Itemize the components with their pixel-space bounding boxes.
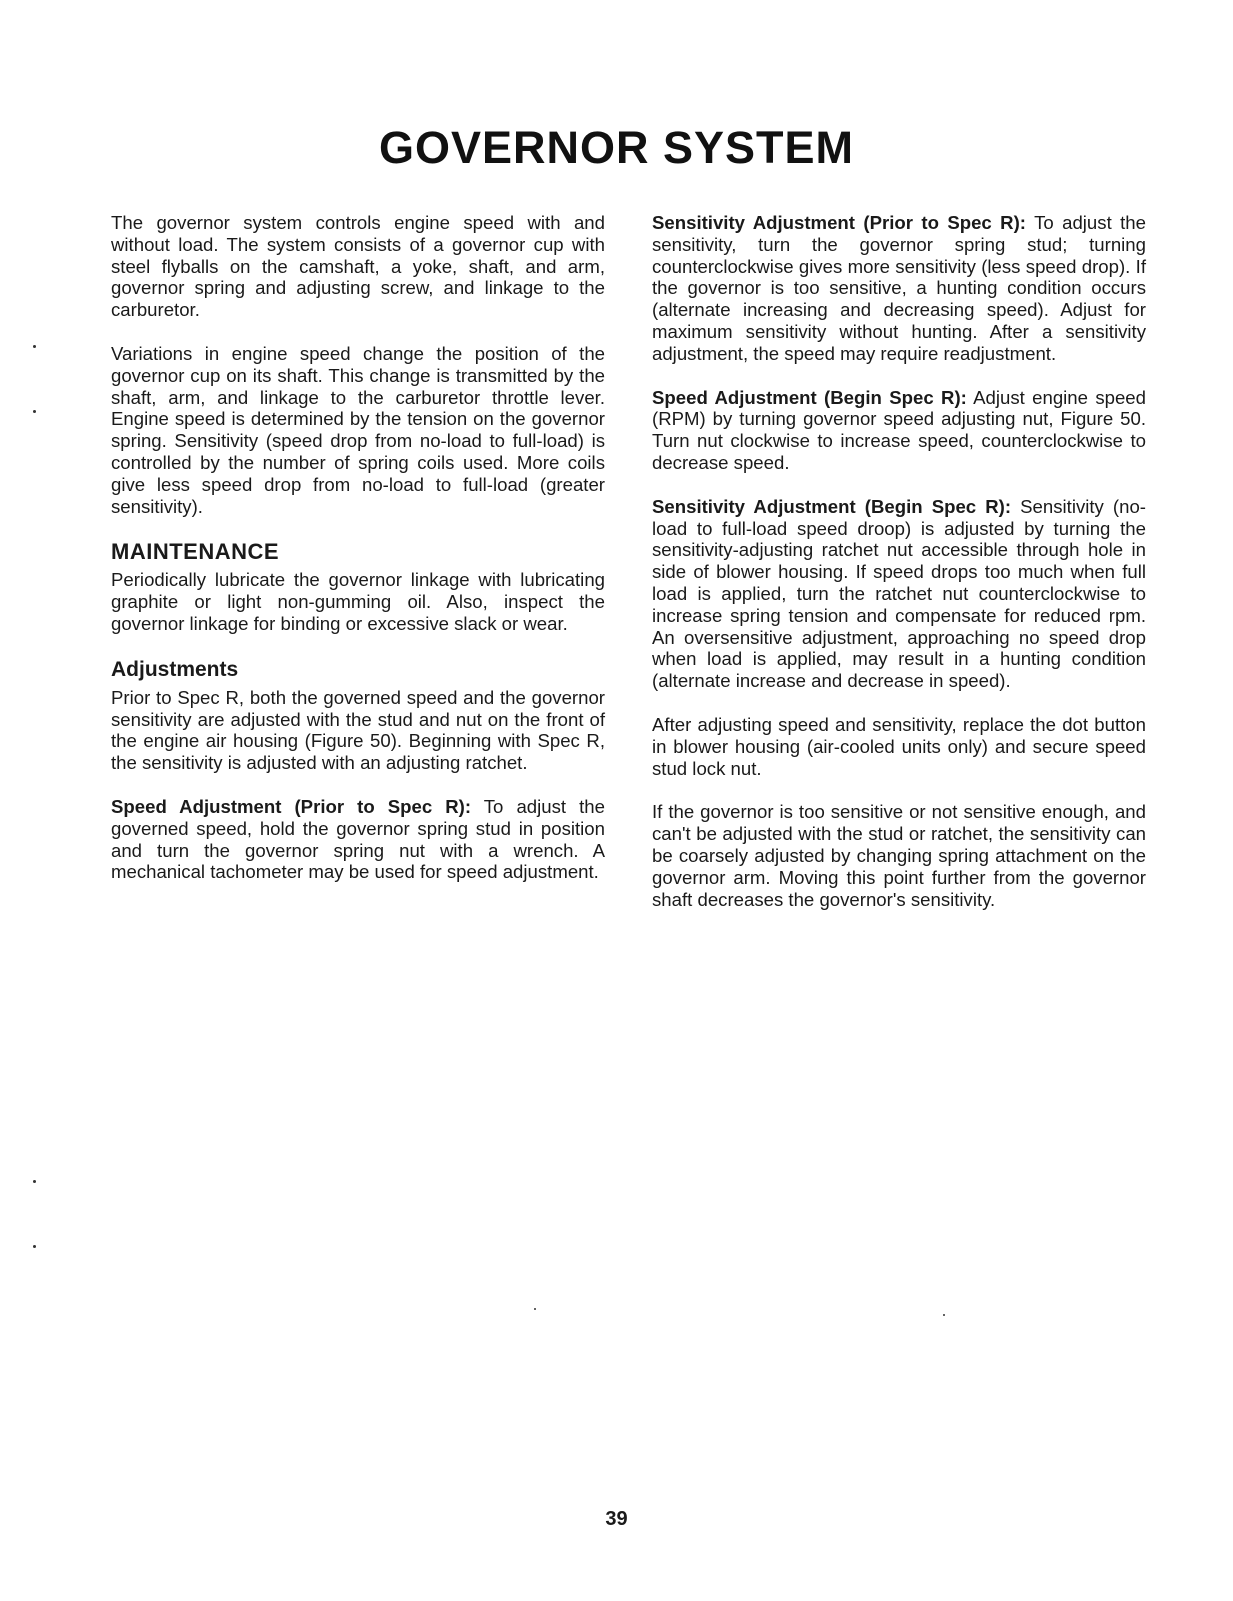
page-number: 39 xyxy=(605,1508,628,1530)
sensitivity-adjustment-prior-heading: Sensitivity Adjustment (Prior to Spec R): xyxy=(652,212,1026,233)
sensitivity-adjustment-begin-paragraph xyxy=(652,496,1146,692)
speed-adjustment-begin-text: Adjust engine speed (RPM) by turning governor speed adjusting nut, Figure 50. Turn nut clockwise to increase speed, counterclockwise to decrease speed. xyxy=(652,386,1146,473)
speed-adjustment-begin-paragraph xyxy=(652,387,1146,474)
after-adjusting-paragraph: After adjusting speed and sensitivity, replace the dot button in blower housing (air-cooled units only) and secure speed stud lock nut. xyxy=(652,713,1146,779)
speed-adjustment-begin-heading: Speed Adjustment (Begin Spec R): xyxy=(652,386,967,408)
sensitivity-adjustment-begin-text: Sensitivity (no-load to full-load speed droop) is adjusted by turning the sensitivity-adjusting ratchet nut accessible through hole in side of blower housing. If speed drops too much when full load is applied, turn the ratchet nut counterclockwise to increase spring tension and compensate for reduced rpm. An oversensitive adjustment, approaching no speed drop when load is applied, may result in a hunting condition (alternate increase and decrease in speed). xyxy=(652,495,1146,692)
scan-speck xyxy=(534,1308,536,1310)
maintenance-paragraph: Periodically lubricate the governor linkage with lubricating graphite or light non-gumming oil. Also, inspect the governor linkage for binding or excessive slack or wear. xyxy=(111,569,605,634)
maintenance-heading: MAINTENANCE xyxy=(111,539,280,565)
scan-speck xyxy=(33,410,36,413)
page-title: GOVERNOR SYSTEM xyxy=(378,122,855,173)
speed-adjustment-prior-text: To adjust the governed speed, hold the governor spring stud in position and turn the governor spring nut with a wrench. A mechanical tachometer may be used for speed adjustment. xyxy=(111,795,605,883)
speed-adjustment-prior-paragraph xyxy=(111,796,605,883)
too-sensitive-paragraph: If the governor is too sensitive or not sensitive enough, and can't be adjusted with the stud or ratchet, the sensitivity can be coarsely adjusted by changing spring attachment on the governor arm. Moving this point further from the governor shaft decreases the governor's sensitivity. xyxy=(652,801,1146,910)
sensitivity-adjustment-prior-paragraph xyxy=(652,212,1146,365)
left-column xyxy=(111,212,605,905)
speed-adjustment-prior-heading: Speed Adjustment (Prior to Spec R): xyxy=(111,795,472,817)
scan-speck xyxy=(33,345,36,348)
sensitivity-adjustment-begin-heading: Sensitivity Adjustment (Begin Spec R): xyxy=(652,495,1012,517)
sensitivity-adjustment-prior-text: To adjust the sensitivity, turn the governor spring stud; turning counterclockwise gives more sensitivity (less speed drop). If the governor is too sensitive, a hunting condition occurs (alternate increasing and decreasing speed). Adjust for maximum sensitivity without hunting. After a sensitivity adjustment, the speed may require readjustment. xyxy=(652,212,1146,364)
adjustments-heading: Adjustments xyxy=(111,657,239,681)
scan-speck xyxy=(943,1314,945,1316)
adjustments-paragraph: Prior to Spec R, both the governed speed and the governor sensitivity are adjusted with the stud and nut on the front of the engine air housing (Figure 50). Beginning with Spec R, the sensitivity is adjusted with an adjusting ratchet. xyxy=(111,686,605,774)
intro-paragraph-1: The governor system controls engine speed with and without load. The system consists of a governor cup with steel flyballs on the camshaft, a yoke, shaft, and arm, governor spring and adjusting screw, and linkage to the carburetor. xyxy=(111,212,605,321)
right-column xyxy=(652,212,1146,932)
scan-speck xyxy=(33,1245,36,1248)
scan-speck xyxy=(33,1180,36,1183)
intro-paragraph-2: Variations in engine speed change the position of the governor cup on its shaft. This change is transmitted by the shaft, arm, and linkage to the carburetor throttle lever. Engine speed is determined by the tension on the governor spring. Sensitivity (speed drop from no-load to full-load) is controlled by the number of spring coils used. More coils give less speed drop from no-load to full-load (greater sensitivity). xyxy=(111,342,605,517)
